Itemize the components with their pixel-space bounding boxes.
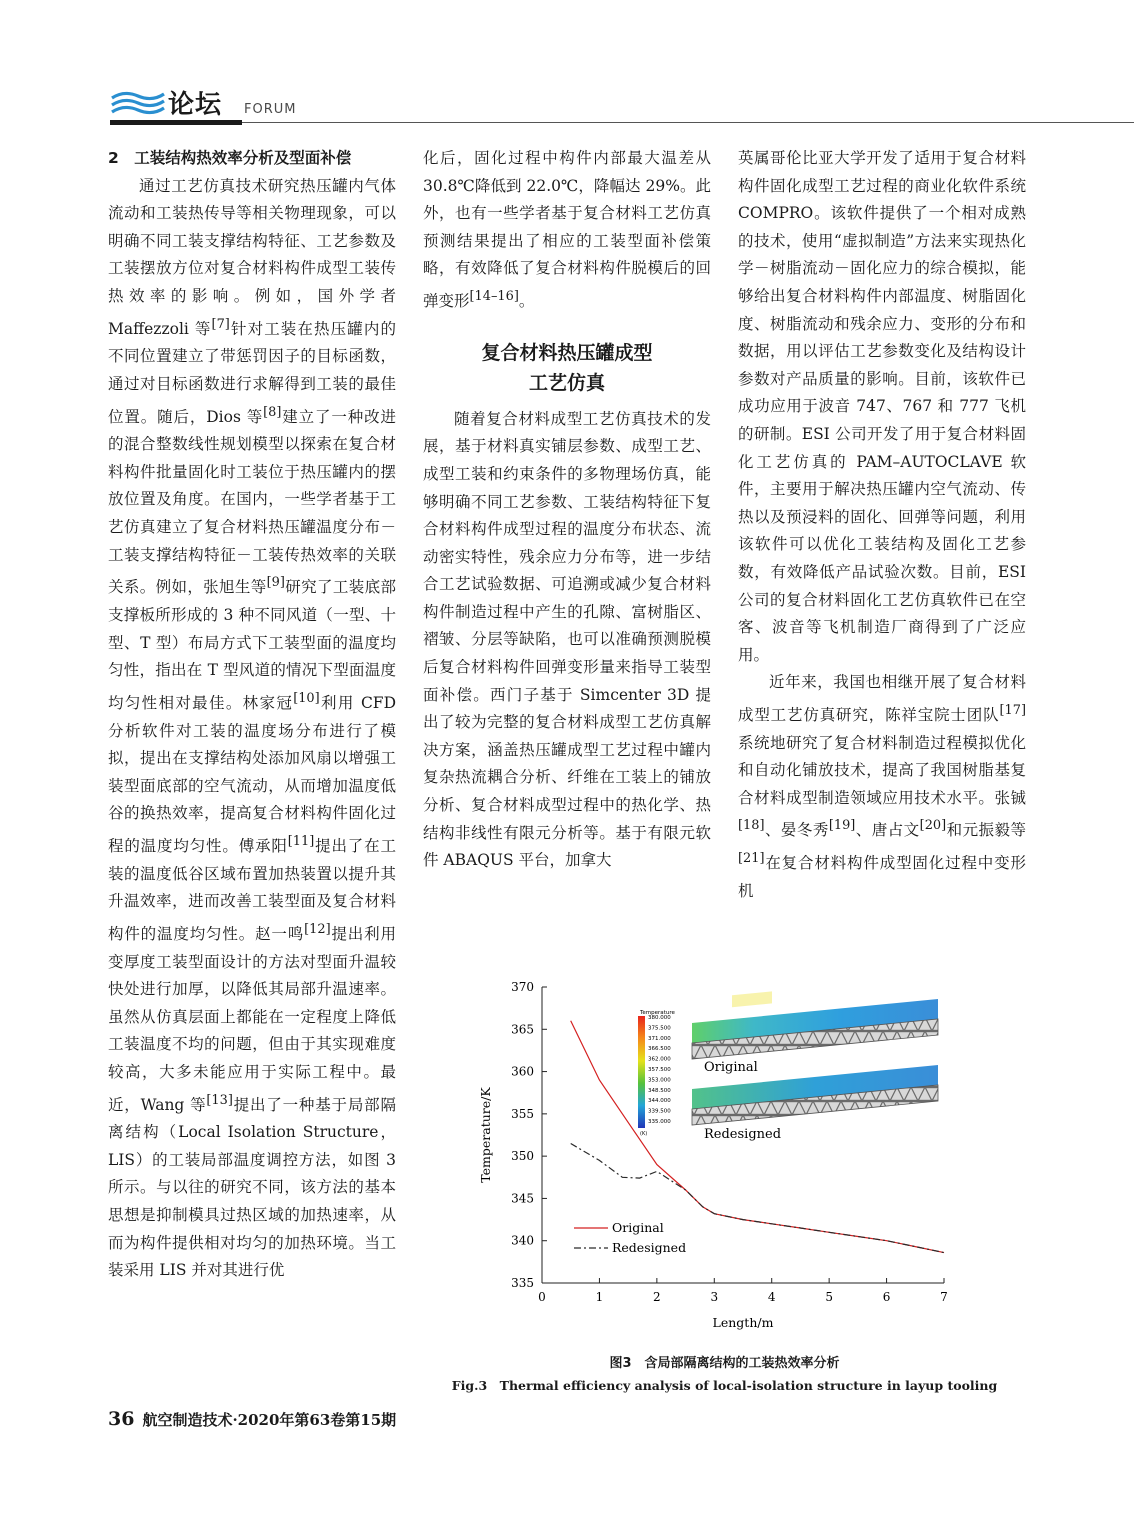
- text-run: 、唐占文: [855, 821, 920, 840]
- citation: [18]: [738, 818, 765, 834]
- citation: [21]: [738, 851, 765, 867]
- inset-legend-title: Temperature: [640, 1010, 675, 1016]
- text-run: 、晏冬秀: [764, 821, 829, 840]
- x-tick-label: 6: [882, 1290, 891, 1304]
- colorbar-tick-label: 335.000: [648, 1119, 671, 1125]
- y-tick-label: 350: [511, 1149, 534, 1164]
- paragraph: [738, 669, 1026, 905]
- chart-legend: [574, 1220, 686, 1255]
- citation: [19]: [828, 818, 856, 834]
- temperature-chart: [470, 975, 960, 1330]
- text-column-3: [738, 145, 1026, 906]
- x-tick-label: 5: [825, 1290, 833, 1304]
- citation: [17]: [999, 702, 1026, 718]
- page-header: [0, 78, 1134, 128]
- x-tick-label: 3: [710, 1290, 719, 1304]
- citation: [14–16]: [469, 288, 519, 304]
- legend-label: Redesigned: [612, 1240, 687, 1256]
- inset-colorbar: [638, 1016, 645, 1128]
- citation: [7]: [211, 316, 230, 332]
- section-heading: 2 工装结构热效率分析及型面补偿: [108, 149, 352, 167]
- y-axis-label: Temperature/K: [478, 1087, 493, 1183]
- x-tick-label: 4: [767, 1290, 776, 1304]
- colorbar-tick-label: 353.000: [648, 1077, 671, 1084]
- colorbar-tick-label: 357.500: [648, 1067, 671, 1073]
- text-run: 提出了在工装的温度低谷区域布置加热装置以提升其升温效率，进而改善工装型面及复合材料构件的温度均匀性。赵一鸣: [108, 837, 396, 943]
- journal-name: 航空制造技术·2020年第63卷第15期: [142, 1411, 397, 1429]
- original-tooling-render: [692, 991, 938, 1059]
- text-run: 提出利用变厚度工装型面设计的方法对型面升温较快处进行加厚，以降低其局部升温速率。虽然从仿真层面上都能在一定程度上降低工装温度不均的问题，但由于其实现难度较高，大多未能应用于实际工程中。最近，Wang 等: [108, 924, 396, 1114]
- y-tick-label: 365: [511, 1022, 534, 1037]
- text-run: 在复合材料构件成型固化过程中变形机: [738, 854, 1026, 900]
- x-tick-label: 2: [653, 1290, 661, 1304]
- y-tick-label: 360: [511, 1064, 534, 1079]
- text-run: 近年来，我国也相继开展了复合材料成型工艺仿真研究，陈祥宝院士团队: [738, 673, 1026, 725]
- figure-caption-en: Fig.3 Thermal efficiency analysis of local-isolation structure in layup tooling: [451, 1378, 998, 1393]
- series-line-redesigned: [571, 1144, 944, 1256]
- text-run: 系统地研究了复合材料制造过程模拟优化和自动化铺放技术，提高了我国树脂基复合材料成型制造领域应用技术水平。张铖: [738, 733, 1026, 807]
- y-tick-label: 355: [511, 1106, 534, 1121]
- x-tick-label: 1: [595, 1290, 604, 1304]
- colorbar-tick-label: 366.500: [648, 1046, 671, 1053]
- text-run: 和元振毅等: [946, 821, 1026, 840]
- text-run: 化后，固化过程中构件内部最大温差从 30.8℃降低到 22.0℃，降幅达 29%。此外，也有一些学者基于复合材料工艺仿真预测结果提出了相应的工装型面补偿策略，有效降低了复合材料构件脱模后的回弹变形: [423, 149, 711, 311]
- colorbar-tick-label: 344.000: [648, 1098, 671, 1105]
- x-tick-label: 7: [940, 1290, 948, 1304]
- page-footer: [108, 1408, 396, 1430]
- text-run: 针对工装在热压罐内的不同位置建立了带惩罚因子的目标函数，通过对目标函数进行求解得到工装的最佳位置。随后，Dios 等: [108, 319, 396, 426]
- text-run: 提出了一种基于局部隔离结构（Local Isolation Structure，LIS）的工装局部温度调控方法，如图 3 所示。与以往的研究不同，该方法的基本思想是抑制模具过热区域的加热速率，从而为构件提供相对均匀的加热环境。当工装采用 LIS 并对其进行优: [108, 1095, 396, 1280]
- citation: [20]: [919, 818, 947, 834]
- section-title: 论坛: [168, 90, 223, 120]
- section-heading-large: [423, 338, 711, 398]
- y-tick-label: 335: [511, 1276, 534, 1290]
- section-title-en: FORUM: [244, 102, 297, 117]
- header-rule-thick: [110, 120, 242, 125]
- y-tick-label: 340: [511, 1233, 534, 1248]
- paragraph: 英属哥伦比亚大学开发了适用于复合材料构件固化成型工艺过程的商业化软件系统 COMPRO。该软件提供了一个相对成熟的技术，使用“虚拟制造”方法来实现热化学－树脂流动－固化应力的综合模拟，能够给出复合材料构件内部温度、树脂固化度、树脂流动和残余应力、变形的分布和数据，用以评估工艺参数变化及结构设计参数对产品质量的影响。目前，该软件已成功应用于波音 747、767 和 777 飞机的研制。ESI 公司开发了用于复合材料固化工艺仿真的 PAM–AUTOCLAVE 软件，主要用于解决热压罐内空气流动、传热以及预浸料的固化、回弹等问题，利用该软件可以优化工装结构及固化工艺参数，有效降低产品试验次数。目前，ESI 公司的复合材料固化工艺仿真软件已在空客、波音等飞机制造厂商得到了广泛应用。: [738, 149, 1026, 664]
- colorbar-tick-label: 339.500: [648, 1108, 671, 1115]
- heading-line-1: 复合材料热压罐成型: [481, 341, 653, 364]
- legend-label: Original: [612, 1220, 664, 1236]
- colorbar-tick-label: 380.000: [648, 1015, 671, 1021]
- text-run: 研究了工装底部支撑板所形成的 3 种不同风道（一型、十型、T 型）布局方式下工装型面的温度均匀性，指出在 T 型风道的情况下型面温度均匀性相对最佳。林家冠: [108, 578, 396, 712]
- y-tick-label: 370: [511, 980, 534, 994]
- text-run: 通过工艺仿真技术研究热压罐内气体流动和工装热传导等相关物理现象，可以明确不同工装支撑结构特征、工艺参数及工装摆放方位对复合材料构件成型工装传热效率的影响。例如，国外学者 Maffezzoli 等: [108, 176, 396, 338]
- colorbar-tick-label: 375.500: [648, 1025, 671, 1032]
- inset-colorbar-labels: [648, 1015, 671, 1125]
- header-rule-thin: [242, 122, 1134, 123]
- citation: [9]: [266, 575, 285, 591]
- simulation-inset: [638, 991, 938, 1142]
- citation: [12]: [304, 921, 331, 937]
- text-run: 利用 CFD 分析软件对工装的温度场分布进行了模拟，提出在支撑结构处添加风扇以增强工装型面底部的空气流动，从而增加温度低谷的换热效率，提高复合材料构件固化过程的温度均匀性。傅承阳: [108, 693, 396, 856]
- text-column-2: [423, 145, 711, 875]
- citation: [11]: [287, 833, 315, 849]
- page-number: 36: [108, 1408, 135, 1430]
- citation: [13]: [206, 1092, 233, 1108]
- paragraph: 随着复合材料成型工艺仿真技术的发展，基于材料真实铺层参数、成型工艺、成型工装和约束条件的多物理场仿真，能够明确不同工艺参数、工装结构特征下复合材料构件成型过程的温度分布状态、流动密实特性，残余应力分布等，进一步结合工艺试验数据、可追溯或减少复合材料构件制造过程中产生的孔隙、富树脂区、褶皱、分层等缺陷，也可以准确预测脱模后复合材料构件回弹变形量来指导工装型面补偿。西门子基于 Simcenter 3D 提出了较为完整的复合材料成型工艺仿真解决方案，涵盖热压罐成型工艺过程中罐内复杂热流耦合分析、纤维在工装上的铺放分析、复合材料成型过程中的热化学、热结构非线性有限元分析等。基于有限元软件 ABAQUS 平台，加拿大: [423, 409, 711, 870]
- paragraph: [423, 145, 711, 316]
- figure-caption-cn: 图3 含局部隔离结构的工装热效率分析: [609, 1356, 840, 1371]
- text-column-1: [108, 145, 396, 1285]
- inset-label-original: Original: [704, 1060, 758, 1075]
- inset-legend-unit: (K): [640, 1131, 648, 1137]
- colorbar-tick-label: 362.000: [648, 1056, 671, 1063]
- colorbar-tick-label: 348.500: [648, 1087, 671, 1094]
- waves-logo-icon: [110, 88, 166, 120]
- y-tick-label: 345: [511, 1191, 534, 1206]
- colorbar-tick-label: 371.000: [648, 1035, 671, 1042]
- x-axis-label: Length/m: [712, 1315, 774, 1330]
- paragraph: [108, 173, 396, 1285]
- text-run: 建立了一种改进的混合整数线性规划模型以探索在复合材料构件批量固化时工装位于热压罐内的摆放位置及角度。在国内，一些学者基于工艺仿真建立了复合材料热压罐温度分布－工装支撑结构特征－工装传热效率的关联关系。例如，张旭生等: [108, 407, 396, 597]
- text-run: 。: [518, 292, 535, 311]
- citation: [10]: [293, 690, 320, 706]
- x-tick-label: 0: [538, 1290, 546, 1304]
- heading-line-2: 工艺仿真: [528, 371, 605, 394]
- inset-label-redesigned: Redesigned: [704, 1127, 782, 1142]
- citation: [8]: [263, 404, 282, 420]
